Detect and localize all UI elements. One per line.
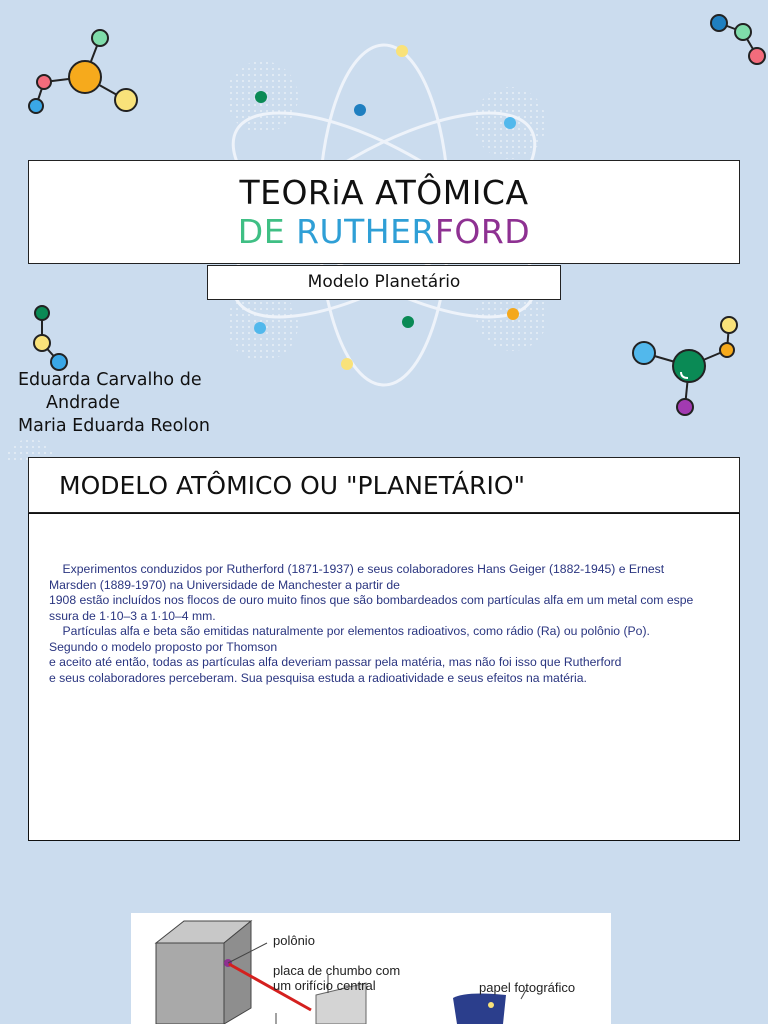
- molecule-icon: [626, 312, 744, 420]
- paragraph-line: Experimentos conduzidos por Rutherford (1871-1937) e seus colaboradores Hans Geiger (1882-1945) e Ernest: [49, 562, 665, 576]
- authors: [18, 369, 210, 438]
- experiment-diagram: [131, 913, 611, 1024]
- molecule-icon: [706, 8, 768, 72]
- label-lead-plate-2: um orifício central: [273, 978, 376, 993]
- electron-dot: [507, 308, 519, 320]
- section-heading: MODELO ATÔMICO OU "PLANETÁRIO": [28, 457, 740, 513]
- paragraph-line: 1908 estão incluídos nos flocos de ouro muito finos que são bombardeados com partículas alfa em um metal com espe: [49, 593, 694, 607]
- title-word-de: DE: [237, 212, 286, 251]
- paragraph-line: Partículas alfa e beta são emitidas naturalmente por elementos radioativos, como rádio (Ra) ou polônio (Po).: [49, 624, 650, 638]
- electron-dot: [254, 322, 266, 334]
- electron-dot: [396, 45, 408, 57]
- molecule-icon: [22, 22, 146, 122]
- label-photographic-paper: papel fotográfico: [479, 980, 576, 995]
- electron-dot: [354, 104, 366, 116]
- title-box: [28, 160, 740, 264]
- electron-dot: [504, 117, 516, 129]
- author-2: Maria Eduarda Reolon: [18, 416, 210, 436]
- title-line-1: TEORiA ATÔMICA: [239, 173, 529, 212]
- electron-dot: [255, 91, 267, 103]
- author-1-line-1: Eduarda Carvalho de: [18, 370, 202, 390]
- photographic-paper: [453, 994, 506, 1024]
- title-line-2: [29, 212, 739, 251]
- electron-dot: [341, 358, 353, 370]
- paragraph-line: ssura de 1·10–3 a 1·10–4 mm.: [49, 608, 216, 623]
- label-lead-plate-1: placa de chumbo com: [273, 963, 401, 978]
- body-paragraph: [49, 562, 734, 686]
- paragraph-line: e aceito até então, todas as partículas alfa deveriam passar pela matéria, mas não foi isso que Rutherford: [49, 655, 622, 669]
- paragraph-line: Segundo o modelo proposto por Thomson: [49, 639, 278, 654]
- subtitle-box: Modelo Planetário: [207, 265, 561, 300]
- title-word-ruther: RUTHER: [296, 212, 435, 251]
- label-polonium: polônio: [273, 933, 315, 948]
- electron-dot: [402, 316, 414, 328]
- author-1-line-2: Andrade: [46, 393, 120, 413]
- molecule-icon: [28, 300, 76, 376]
- paragraph-line: Marsden (1889-1970) na Universidade de Manchester a partir de: [49, 577, 400, 592]
- paragraph-line: e seus colaboradores perceberam. Sua pesquisa estuda a radioatividade e seus efeitos na matéria.: [49, 670, 587, 685]
- section-body: [28, 513, 740, 841]
- title-word-ford: FORD: [434, 212, 531, 251]
